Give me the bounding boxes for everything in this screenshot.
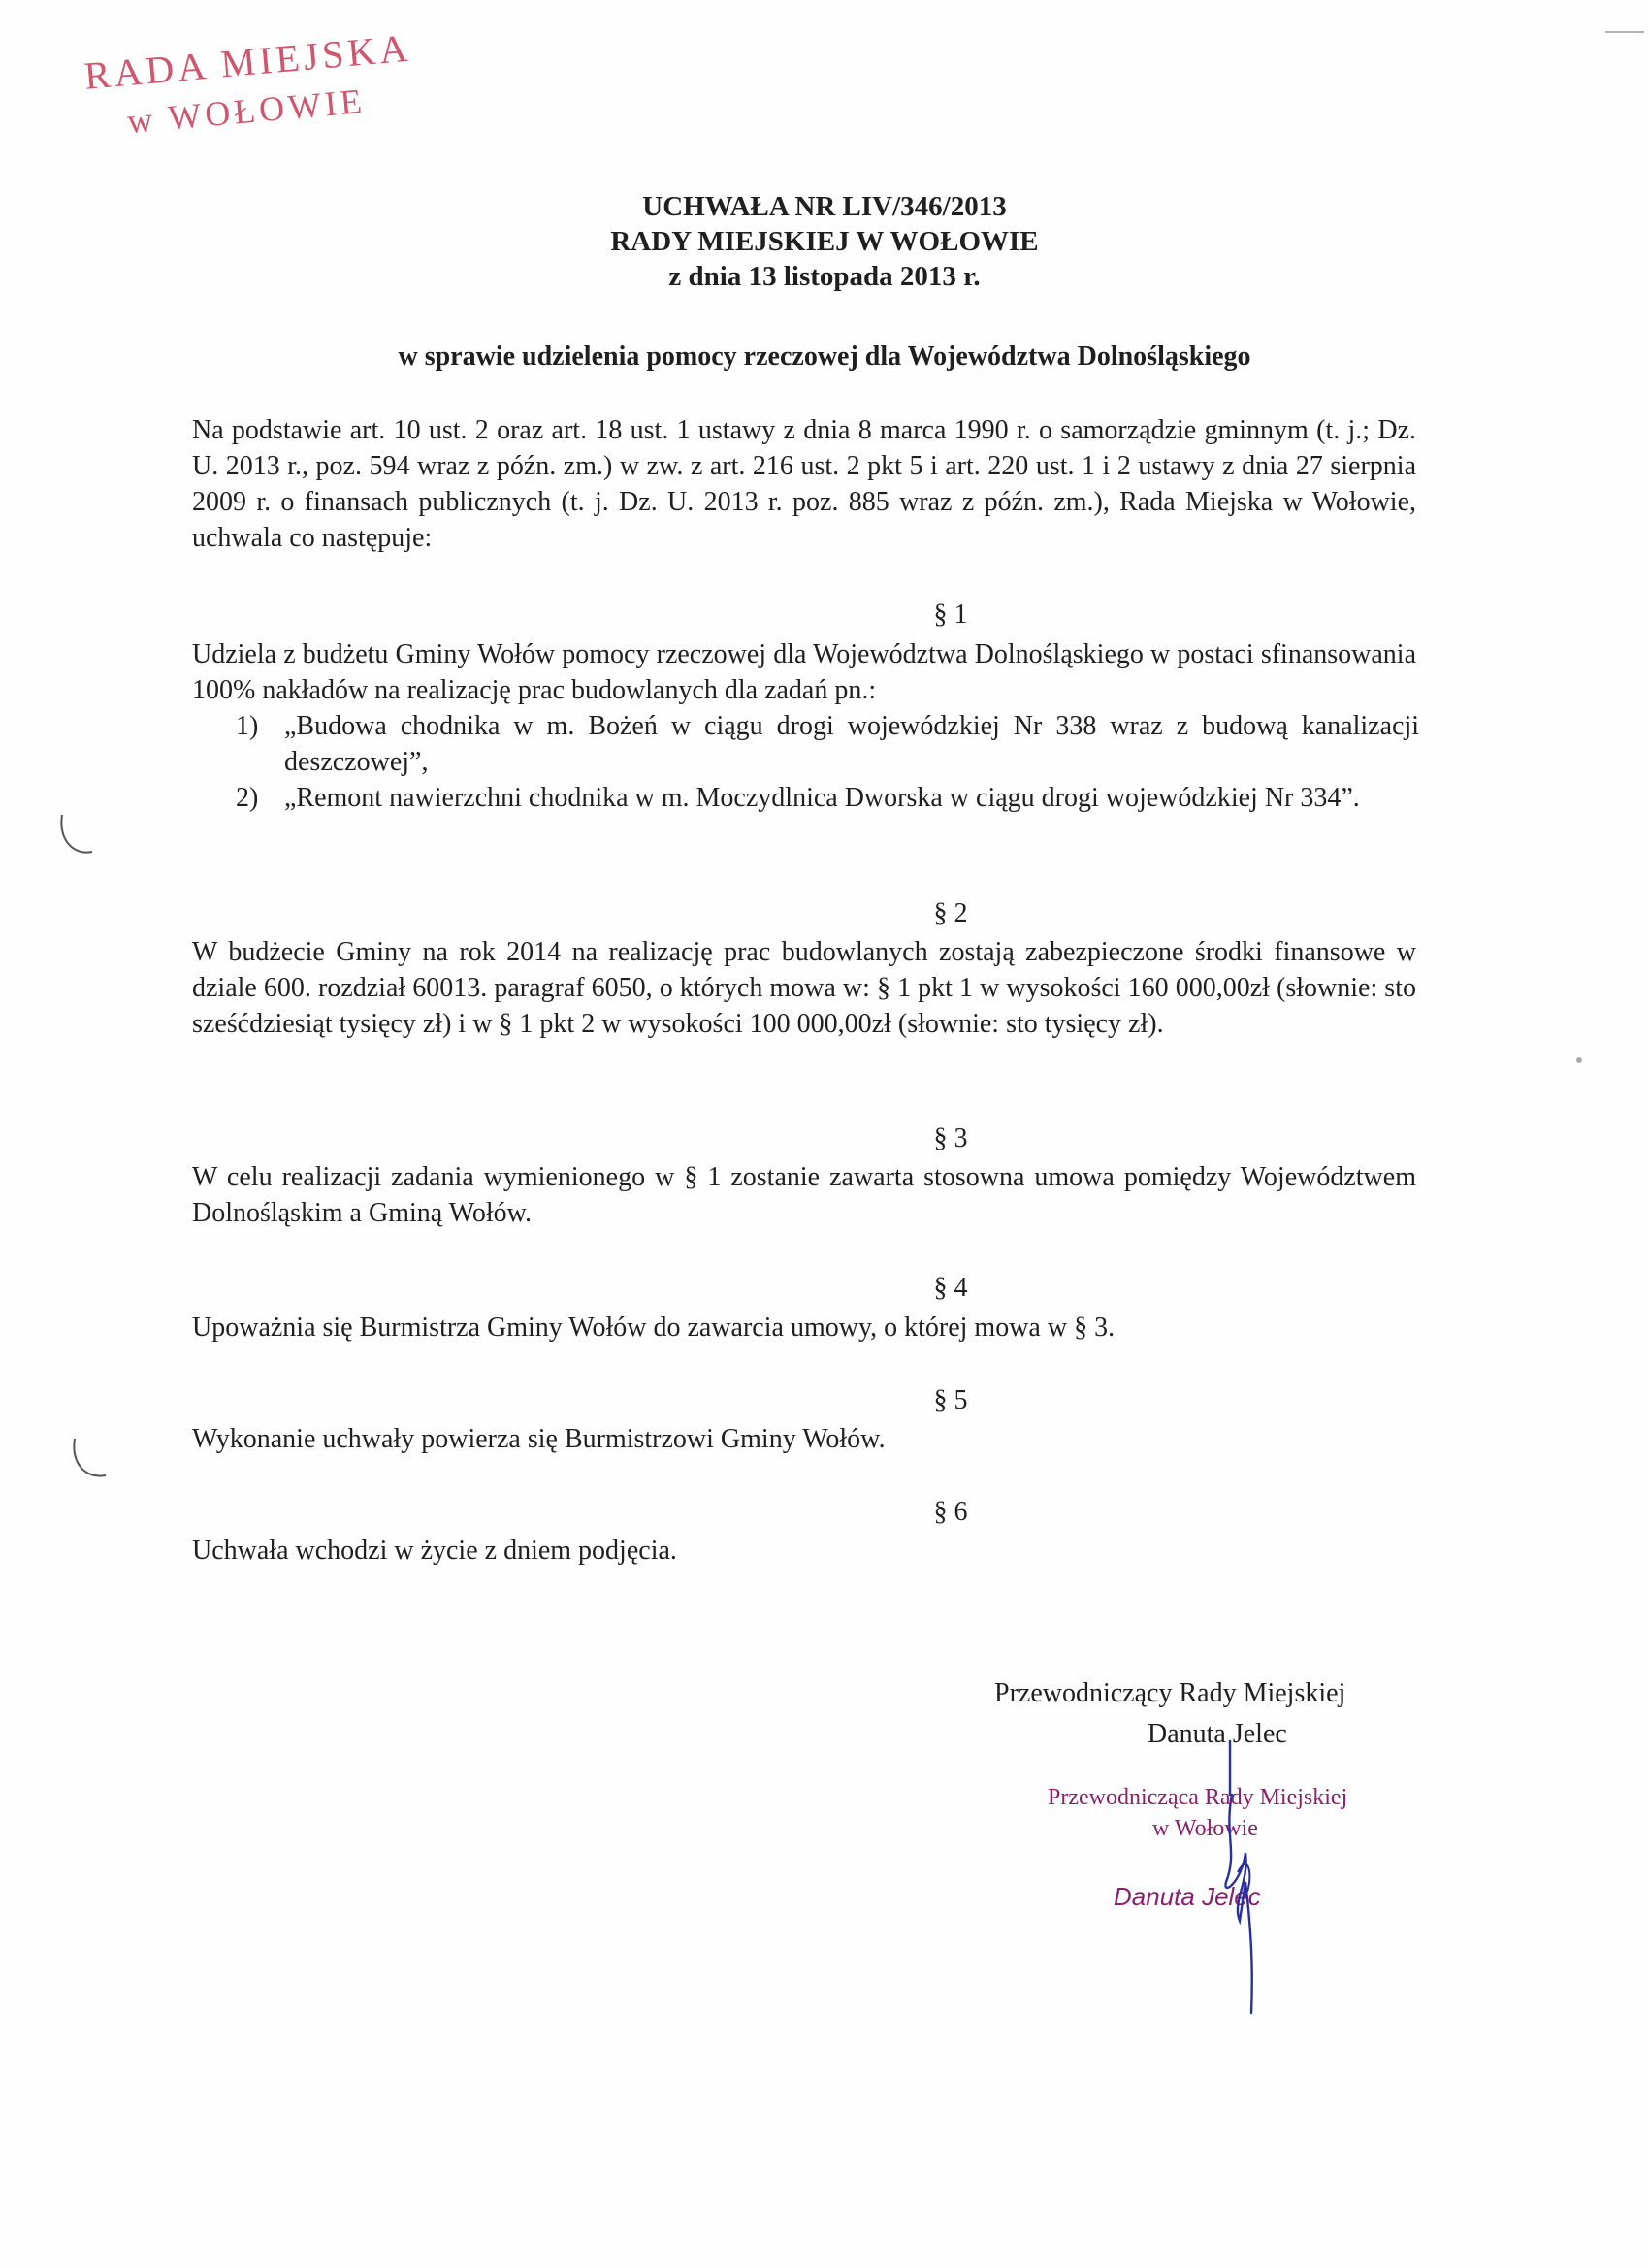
council-stamp-line1: RADA MIEJSKA: [82, 25, 413, 98]
section-2-mark: § 2: [933, 898, 968, 928]
section-6-text: Uchwała wchodzi w życie z dniem podjęcia.: [192, 1536, 677, 1566]
signature-stamp-name: Danuta Jelec: [1114, 1882, 1261, 1911]
handwritten-signature: [1203, 1736, 1280, 2018]
signature-stamp-line1: Przewodnicząca Rady Miejskiej: [1048, 1785, 1348, 1810]
council-stamp: [82, 25, 417, 146]
item-text: „Budowa chodnika w m. Bożeń w ciągu drogi wojewódzkiej Nr 338 wraz z budową kanalizacji deszczowej”,: [284, 711, 1419, 777]
preamble: Na podstawie art. 10 ust. 2 oraz art. 18 ust. 1 ustawy z dnia 8 marca 1990 r. o samorządzie gminnym (t. j.; Dz. U. 2013 r., poz. 594 wraz z późn. zm.) w zw. z art. 216 ust. 2 pkt 5 i art. 220 ust. 1 i 2 ustawy z dnia 27 sierpnia 2009 r. o finansach publicznych (t. j. Dz. U. 2013 r. poz. 885 wraz z późn. zm.), Rada Miejska w Wołowie, uchwala co następuje:: [192, 415, 1416, 553]
council-name: RADY MIEJSKIEJ W WOŁOWIE: [610, 226, 1039, 257]
resolution-date: z dnia 13 listopada 2013 r.: [668, 261, 981, 292]
section-4-text: Upoważnia się Burmistrza Gminy Wołów do zawarcia umowy, o której mowa w § 3.: [192, 1312, 1116, 1343]
section-5-text: Wykonanie uchwały powierza się Burmistrzowi Gminy Wołów.: [192, 1424, 886, 1454]
section-3-mark: § 3: [933, 1123, 968, 1153]
section-1-text: Udziela z budżetu Gminy Wołów pomocy rzeczowej dla Województwa Dolnośląskiego w postaci sfinansowania 100% nakładów na realizację prac budowlanych dla zadań pn.:: [192, 639, 1416, 705]
section-5-mark: § 5: [933, 1385, 968, 1415]
section-2-text: W budżecie Gminy na rok 2014 na realizację prac budowlanych zostają zabezpieczone środki finansowe w dziale 600. rozdział 60013. paragraf 6050, o których mowa w: § 1 pkt 1 w wysokości 160 000,00zł (słownie: sto sześćdziesiąt tysięcy zł) i w § 1 pkt 2 w wysokości 100 000,00zł (słownie: sto tysięcy zł).: [192, 937, 1416, 1039]
resolution-subject: w sprawie udzielenia pomocy rzeczowej dla Województwa Dolnośląskiego: [398, 341, 1251, 372]
item-text: „Remont nawierzchni chodnika w m. Moczydlnica Dworska w ciągu drogi wojewódzkiej Nr 334”.: [284, 783, 1360, 813]
section-4-mark: § 4: [933, 1273, 968, 1303]
signatory-name: Danuta Jelec: [1148, 1719, 1287, 1749]
punch-hole-mark-lower: [63, 1431, 121, 1489]
signature-stamp-line2: w Wołowie: [1152, 1816, 1258, 1841]
item-number: 1): [236, 711, 259, 741]
section-1-mark: § 1: [933, 599, 968, 630]
scan-speck: [1573, 1053, 1585, 1068]
resolution-header: [0, 189, 1649, 294]
signatory-title: Przewodniczący Rady Miejskiej: [994, 1678, 1346, 1708]
item-number: 2): [236, 783, 259, 813]
section-6-mark: § 6: [933, 1497, 968, 1527]
council-stamp-line2: w WOŁOWIE: [125, 81, 368, 142]
resolution-number: UCHWAŁA NR LIV/346/2013: [642, 191, 1007, 222]
scan-edge-mark: [1605, 27, 1644, 37]
punch-hole-mark-upper: [48, 805, 107, 863]
section-3-text: W celu realizacji zadania wymienionego w § 1 zostanie zawarta stosowna umowa pomiędzy Województwem Dolnośląskim a Gminą Wołów.: [192, 1162, 1416, 1228]
